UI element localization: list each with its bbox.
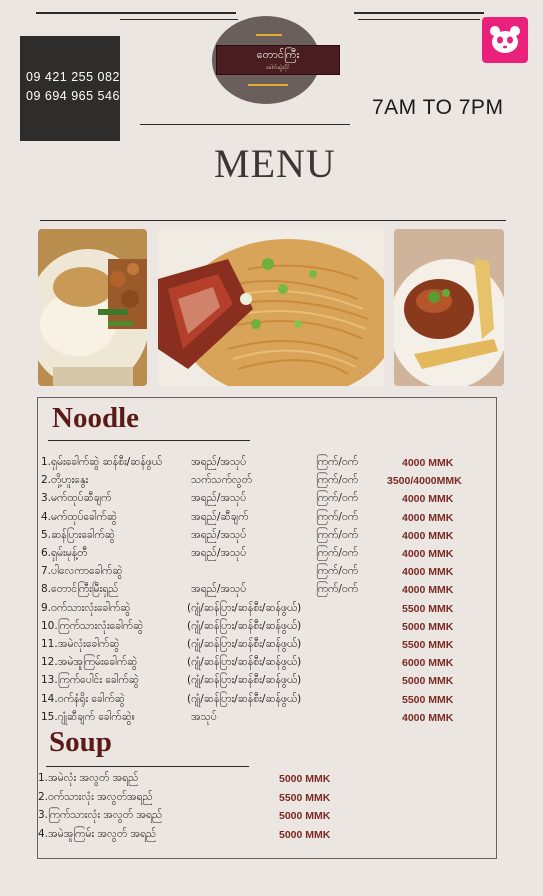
noodle-photo-1: [38, 229, 147, 386]
soup-item-price: 5000 MMK: [279, 810, 331, 822]
menu-item-name: 15.ဂျုံဆီချက် ခေါက်ဆွဲ။: [41, 710, 135, 723]
menu-item-name: 3.မက်ထုပ်ဆီချက်: [41, 492, 112, 505]
top-rule-right: [354, 12, 484, 14]
top-rule-right-short: [358, 19, 480, 20]
phone-number-1[interactable]: 09 421 255 082: [26, 70, 120, 84]
soup-item-price: 5500 MMK: [279, 791, 331, 804]
menu-item-style: (ဂျုံ/ဆန်ပြား/ဆန်စီး/ဆန်ဖွယ်): [187, 619, 302, 632]
foodpanda-icon[interactable]: [482, 17, 528, 63]
menu-item-price: 4000 MMK: [402, 566, 454, 579]
title-rule-bottom: [40, 220, 506, 221]
menu-item-style: အရည်/ဆီချက်: [191, 510, 249, 523]
menu-item-price: 4000 MMK: [402, 457, 454, 469]
soup-title-rule: [46, 766, 249, 767]
logo-subtitle: ခေါက်ဆွဲဆိုင်: [266, 65, 290, 71]
menu-item-style: အရည်/အသုပ်: [191, 456, 247, 468]
soup-item-price: 5000 MMK: [279, 773, 331, 785]
menu-item-meat: ကြက်/ဝက်: [316, 528, 359, 541]
noodle-title-rule: [48, 440, 250, 441]
menu-item-price: 5500 MMK: [402, 693, 454, 706]
soup-item-price: 5000 MMK: [279, 828, 331, 841]
phone-number-2[interactable]: 09 694 965 546: [26, 89, 120, 103]
menu-item-price: 5500 MMK: [402, 602, 454, 615]
menu-item-price: 5000 MMK: [402, 620, 454, 633]
menu-item-price: 6000 MMK: [402, 657, 454, 670]
soup-title: Soup: [49, 726, 112, 758]
menu-item-name: 9.ဝက်သားလုံးခေါက်ဆွဲ: [41, 601, 131, 614]
menu-item-meat: ကြက်/ဝက်: [316, 565, 359, 578]
phone-box: [20, 36, 120, 141]
menu-item-name: 6.ရှမ်းမုန့်တီ: [41, 547, 88, 559]
menu-item-name: 14.ဝက်နံရိုး ခေါက်ဆွဲ: [41, 692, 125, 705]
menu-item-name: 11.အမဲလုံးခေါက်ဆွဲ: [41, 638, 120, 650]
menu-item-meat: ကြက်/ဝက်: [316, 456, 359, 468]
noodle-photo-3: [394, 229, 504, 386]
menu-item-style: အရည်/အသုပ်: [191, 528, 247, 541]
fork-icon: [256, 34, 282, 36]
menu-item-name: 7.ပါလေကာခေါက်ဆွဲ: [41, 565, 123, 578]
menu-item-price: 5000 MMK: [402, 675, 454, 688]
soup-item-name: 3.ကြက်သားလုံး အလွတ် အရည်: [38, 809, 163, 821]
menu-item-name: 4.မက်ထုပ်ခေါက်ဆွဲ: [41, 510, 117, 523]
menu-item-meat: ကြက်/ဝက်: [316, 547, 359, 559]
menu-item-style: အရည်/အသုပ်: [191, 583, 247, 596]
menu-item-style: (ဂျုံ/ဆန်ပြား/ဆန်စီး/ဆန်ဖွယ်): [187, 692, 302, 705]
menu-item-style: (ဂျုံ/ဆန်ပြား/ဆန်စီး/ဆန်ဖွယ်): [187, 674, 302, 687]
top-rule-left-short: [120, 19, 238, 20]
menu-item-name: 10.ကြက်သားလုံးခေါက်ဆွဲ: [41, 619, 144, 632]
soup-item-name: 4.အမဲအူကြမ်း အလွတ် အရည်: [38, 827, 157, 840]
menu-item-price: 4000 MMK: [402, 493, 454, 506]
menu-item-meat: ကြက်/ဝက်: [316, 510, 359, 523]
menu-item-name: 2.တို့ဟူးနွေး: [41, 474, 89, 487]
menu-item-meat: ကြက်/ဝက်: [316, 474, 359, 487]
menu-item-price: 4000 MMK: [402, 511, 454, 524]
menu-item-price: 4000 MMK: [402, 711, 454, 724]
menu-item-style: (ဂျုံ/ဆန်ပြား/ဆန်စီး/ဆန်ဖွယ်): [187, 638, 302, 650]
menu-item-style: အသုပ်: [191, 710, 217, 723]
menu-item-name: 13.ကြက်ပေါင်း ခေါက်ဆွဲ: [41, 674, 139, 687]
menu-item-style: အရည်/အသုပ်: [191, 492, 247, 505]
noodle-photo-2: [158, 229, 384, 386]
menu-item-style: အရည်/အသုပ်: [191, 547, 247, 559]
soup-item-name: 1.အမဲလုံး အလွတ် အရည်: [38, 772, 139, 784]
menu-item-price: 4000 MMK: [402, 584, 454, 597]
menu-title: MENU: [214, 141, 336, 186]
menu-item-price: 3500/4000MMK: [387, 475, 462, 488]
menu-item-style: (ဂျုံ/ဆန်ပြား/ဆန်စီး/ဆန်ဖွယ်): [187, 601, 302, 614]
opening-hours: 7AM TO 7PM: [372, 96, 504, 119]
menu-item-price: 4000 MMK: [402, 529, 454, 542]
spoon-icon: [248, 84, 288, 86]
menu-item-name: 12.အမဲအူကြမ်းခေါက်ဆွဲ: [41, 656, 138, 669]
title-rule-top: [140, 124, 350, 125]
menu-item-name: 1.ရှမ်းခေါက်ဆွဲ ဆန်စီး/ဆန်ဖွယ်: [41, 456, 162, 468]
menu-item-price: 5500 MMK: [402, 639, 454, 651]
logo-banner: [216, 45, 340, 75]
soup-item-name: 2.ဝက်သားလုံး အလွတ်အရည်: [38, 790, 153, 803]
menu-item-meat: ကြက်/ဝက်: [316, 492, 359, 505]
menu-item-name: 8.တောင်ကြီးမြီးရှည်: [41, 583, 119, 596]
top-rule-left: [36, 12, 236, 14]
menu-item-style: သက်သက်လွတ်: [191, 474, 252, 487]
menu-item-name: 5.ဆန်ပြားခေါက်ဆွဲ: [41, 528, 115, 541]
menu-item-style: (ဂျုံ/ဆန်ပြား/ဆန်စီး/ဆန်ဖွယ်): [187, 656, 302, 669]
menu-item-price: 4000 MMK: [402, 548, 454, 560]
logo-name: တောင်ကြီး: [256, 48, 300, 61]
noodle-title: Noodle: [52, 402, 139, 434]
menu-item-meat: ကြက်/ဝက်: [316, 583, 359, 596]
